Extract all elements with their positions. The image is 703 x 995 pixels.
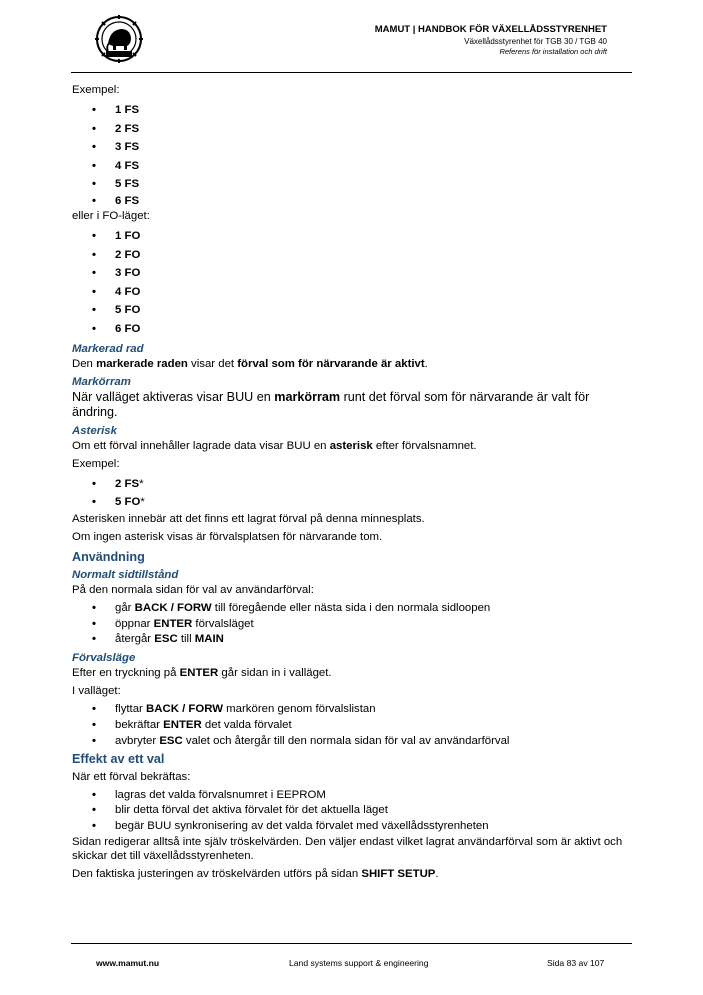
list-item: • 6 FS: [72, 194, 632, 209]
effekt-list: [72, 788, 632, 835]
forval-list: [72, 702, 632, 749]
asterisk-paragraph-2: Om ingen asterisk visas är förvalsplatsen för närvarande tom.: [72, 530, 383, 543]
fo-list: [72, 227, 632, 339]
heading-forvalslage: Förvalsläge: [72, 652, 136, 665]
asterisk-example-label: Exempel:: [72, 457, 120, 470]
asterisk-list: [72, 475, 632, 512]
list-item: • 6 FO: [72, 320, 632, 339]
fs-list: [72, 101, 632, 209]
asterisk-paragraph: Om ett förval innehåller lagrade data visar BUU en asterisk efter förvalsnamnet.: [72, 439, 477, 452]
header-title: MAMUT | HANDBOK FÖR VÄXELLÅDSSTYRENHET: [374, 24, 607, 35]
header-subtitle-2: Referens för installation och drift: [499, 47, 607, 56]
normalt-list: [72, 601, 632, 648]
asterisk-paragraph-1: Asterisken innebär att det finns ett lagrat förval på denna minnesplats.: [72, 512, 425, 525]
list-item: • 2 FO: [72, 246, 632, 265]
example-label: Exempel:: [72, 84, 120, 96]
list-item: • 4 FS: [72, 157, 632, 176]
list-item: • 5 FO: [72, 301, 632, 320]
list-item: • går BACK / FORW till föregående eller nästa sida i den normala sidloopen: [72, 601, 632, 617]
list-item: • flyttar BACK / FORW markören genom förvalslistan: [72, 702, 632, 718]
heading-effekt: Effekt av ett val: [72, 751, 165, 766]
footer-divider: [71, 943, 632, 944]
heading-markorram: Markörram: [72, 375, 131, 388]
list-item: • bekräftar ENTER det valda förvalet: [72, 718, 632, 734]
list-item: • avbryter ESC valet och återgår till den normala sidan för val av användarförval: [72, 734, 632, 750]
footer-website-link[interactable]: www.mamut.nu: [96, 958, 160, 968]
list-item: • lagras det valda förvalsnumret i EEPROM: [72, 788, 632, 804]
page-header: [0, 0, 703, 75]
footer-page-number: Sida 83 av 107: [547, 958, 605, 968]
list-item: • 3 FO: [72, 264, 632, 283]
list-item: • 2 FS: [72, 120, 632, 139]
heading-anvandning: Användning: [72, 549, 145, 564]
normalt-intro: På den normala sidan för val av användarförval:: [72, 583, 314, 596]
heading-normalt-sidtillstand: Normalt sidtillstånd: [72, 568, 179, 581]
list-item: • 5 FO*: [72, 493, 632, 512]
markorram-paragraph: När valläget aktiveras visar BUU en markörram runt det förval som för närvarande är valt för ändring.: [72, 389, 590, 419]
effekt-intro: När ett förval bekräftas:: [72, 770, 191, 783]
forval-paragraph-2: I valläget:: [72, 685, 121, 698]
list-item: • 5 FS: [72, 175, 632, 194]
list-item: • 4 FO: [72, 283, 632, 302]
list-item: • 1 FS: [72, 101, 632, 120]
list-item: • 3 FS: [72, 138, 632, 157]
effekt-paragraph-1: Sidan redigerar alltså inte själv tröskelvärden. Den väljer endast vilket lagrat användarförval som är aktivt och skickar det till växellådsstyrenheten.: [72, 835, 623, 862]
list-item: • blir detta förval det aktiva förvalet för det aktuella läget: [72, 803, 632, 819]
fo-intro: eller i FO-läget:: [72, 209, 150, 222]
mamut-logo-icon: [94, 14, 144, 64]
page-content: [72, 83, 632, 885]
markerad-paragraph: Den markerade raden visar det förval som för närvarande är aktivt.: [72, 357, 428, 370]
list-item: • öppnar ENTER förvalsläget: [72, 617, 632, 633]
header-subtitle: Växellådsstyrenhet för TGB 30 / TGB 40: [464, 37, 607, 46]
list-item: • begär BUU synkronisering av det valda förvalet med växellådsstyrenheten: [72, 819, 632, 835]
list-item: • 1 FO: [72, 227, 632, 246]
footer-center-text: Land systems support & engineering: [289, 958, 429, 968]
list-item: • 2 FS*: [72, 475, 632, 494]
list-item: • återgår ESC till MAIN: [72, 632, 632, 648]
effekt-paragraph-2: Den faktiska justeringen av tröskelvärden utförs på sidan SHIFT SETUP.: [72, 867, 439, 880]
forval-paragraph-1: Efter en tryckning på ENTER går sidan in i valläget.: [72, 667, 332, 680]
header-divider: [71, 72, 632, 73]
heading-asterisk: Asterisk: [72, 424, 117, 437]
heading-markerad-rad: Markerad rad: [72, 342, 144, 355]
